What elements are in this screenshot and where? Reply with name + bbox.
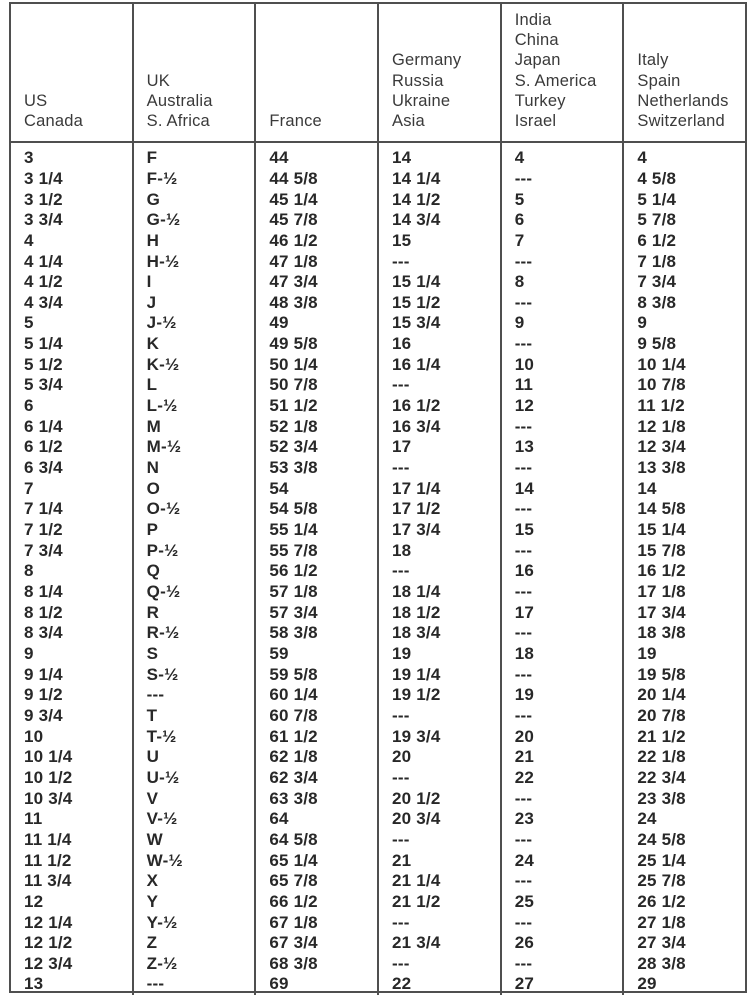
size-value: 21 1/2 bbox=[392, 891, 441, 911]
size-value: 3 1/4 bbox=[24, 168, 63, 188]
size-value: O bbox=[146, 478, 161, 498]
size-value: 16 3/4 bbox=[392, 416, 441, 436]
size-value: 19 1/4 bbox=[392, 664, 441, 684]
size-value: 23 3/8 bbox=[637, 788, 686, 808]
size-value: 49 bbox=[269, 313, 289, 333]
size-value: --- bbox=[514, 416, 533, 436]
size-value: 65 7/8 bbox=[269, 871, 318, 891]
size-value: 67 1/8 bbox=[269, 912, 318, 932]
size-value: 66 1/2 bbox=[269, 891, 318, 911]
size-value: 9 bbox=[637, 313, 648, 333]
size-value: W-½ bbox=[146, 850, 183, 870]
size-value: 13 bbox=[514, 437, 534, 457]
size-value: 14 1/2 bbox=[392, 189, 441, 209]
size-value: 19 bbox=[514, 685, 534, 705]
size-value: 11 bbox=[24, 809, 43, 829]
size-value: 5 3/4 bbox=[24, 375, 63, 395]
size-value: 9 bbox=[514, 313, 525, 333]
size-value: --- bbox=[514, 458, 533, 478]
size-value: 12 bbox=[514, 396, 534, 416]
size-value: 12 3/4 bbox=[637, 437, 686, 457]
size-value: 5 1/2 bbox=[24, 354, 63, 374]
size-value: 18 3/8 bbox=[637, 623, 686, 643]
size-value: 12 1/2 bbox=[24, 933, 73, 953]
size-value: H bbox=[146, 230, 160, 250]
size-value: 57 3/4 bbox=[269, 602, 318, 622]
size-value: 24 5/8 bbox=[637, 829, 686, 849]
size-value: 19 1/2 bbox=[392, 685, 441, 705]
header-line: S. Africa bbox=[146, 112, 210, 131]
size-value: 7 bbox=[24, 478, 34, 498]
size-value: 5 1/4 bbox=[637, 189, 677, 209]
size-value: X bbox=[146, 871, 159, 891]
size-value: 11 1/4 bbox=[24, 829, 72, 849]
header-line: Japan bbox=[514, 51, 561, 70]
size-value: --- bbox=[514, 499, 533, 519]
size-value: 45 7/8 bbox=[269, 210, 318, 230]
size-value: 6 bbox=[514, 210, 525, 230]
size-value: 8 bbox=[24, 561, 34, 581]
header-line: Australia bbox=[146, 91, 213, 110]
size-value: 53 3/8 bbox=[269, 458, 318, 478]
size-value: 8 1/4 bbox=[24, 582, 63, 601]
size-value: L-½ bbox=[146, 396, 178, 416]
size-value: 18 bbox=[392, 540, 412, 560]
size-value: 17 1/4 bbox=[392, 478, 441, 498]
size-value: 11 bbox=[514, 375, 534, 395]
size-value: 17 3/4 bbox=[392, 520, 441, 540]
body-column-italy-spain-netherlands-switzerland bbox=[624, 143, 745, 995]
size-value: 27 3/4 bbox=[637, 933, 686, 953]
size-value: I bbox=[146, 272, 152, 292]
size-value: --- bbox=[514, 582, 533, 601]
size-value: 62 1/8 bbox=[269, 747, 318, 767]
size-value: 12 1/4 bbox=[24, 912, 73, 932]
size-value: 44 5/8 bbox=[269, 168, 318, 188]
header-line: Canada bbox=[24, 112, 83, 131]
size-value: 21 bbox=[514, 747, 534, 767]
size-value: 8 bbox=[514, 272, 525, 292]
size-value: 4 bbox=[514, 148, 525, 168]
header-line: Italy bbox=[637, 51, 669, 70]
size-value: 12 bbox=[24, 891, 44, 911]
header-cell-france bbox=[256, 4, 379, 141]
header-cell-uk-australia-s-africa bbox=[134, 4, 257, 141]
size-value: 26 1/2 bbox=[637, 891, 686, 911]
size-value: F-½ bbox=[146, 168, 178, 188]
size-value: S bbox=[146, 643, 159, 663]
size-value: 55 1/4 bbox=[269, 520, 318, 540]
size-value: 54 5/8 bbox=[269, 499, 318, 519]
size-value: 64 bbox=[269, 809, 289, 829]
size-value: 17 3/4 bbox=[637, 602, 686, 622]
size-value: --- bbox=[514, 664, 533, 684]
size-value: 4 bbox=[24, 230, 34, 250]
size-value: 14 3/4 bbox=[392, 210, 441, 230]
header-line: India bbox=[514, 11, 552, 29]
size-value: 46 1/2 bbox=[269, 230, 318, 250]
size-value: --- bbox=[392, 251, 410, 271]
table-body-row bbox=[11, 143, 745, 995]
size-value: 4 3/4 bbox=[24, 292, 63, 312]
header-cell-germany-russia-ukraine-asia bbox=[379, 4, 502, 141]
size-value: 6 3/4 bbox=[24, 458, 63, 478]
size-value: 15 1/4 bbox=[637, 520, 686, 540]
size-value: 20 3/4 bbox=[392, 809, 441, 829]
header-line: Switzerland bbox=[637, 112, 725, 131]
size-value: H-½ bbox=[146, 251, 180, 271]
header-cell-us-canada bbox=[11, 4, 134, 141]
size-value: K bbox=[146, 334, 160, 354]
size-value: 16 1/4 bbox=[392, 354, 441, 374]
size-value: --- bbox=[514, 788, 533, 808]
header-line: Asia bbox=[392, 112, 425, 131]
size-value: 20 1/2 bbox=[392, 788, 441, 808]
size-value: 44 bbox=[269, 148, 289, 168]
size-value: 20 bbox=[392, 747, 412, 767]
header-line: Spain bbox=[637, 71, 681, 90]
size-value: --- bbox=[514, 251, 533, 271]
size-value: V bbox=[146, 788, 159, 808]
size-value: M-½ bbox=[146, 437, 182, 457]
size-value: --- bbox=[514, 705, 533, 725]
body-column-india-china-japan-s-america-turkey-israel bbox=[502, 143, 625, 995]
header-line: France bbox=[269, 112, 322, 131]
size-value: 9 3/4 bbox=[24, 705, 63, 725]
size-value: 9 1/4 bbox=[24, 664, 63, 684]
size-value: 7 3/4 bbox=[637, 272, 677, 292]
size-value: 17 1/8 bbox=[637, 582, 686, 601]
size-value: 15 1/2 bbox=[392, 292, 441, 312]
size-value: M bbox=[146, 416, 162, 436]
size-value: 8 3/4 bbox=[24, 623, 63, 643]
ring-size-conversion-table bbox=[9, 2, 747, 993]
size-value: 48 3/8 bbox=[269, 292, 318, 312]
header-line: US bbox=[24, 91, 48, 110]
size-value: 21 bbox=[392, 850, 412, 870]
size-value: 20 1/4 bbox=[637, 685, 686, 705]
size-value: 14 1/4 bbox=[392, 168, 441, 188]
header-line: Netherlands bbox=[637, 91, 729, 110]
size-value: 22 1/8 bbox=[637, 747, 686, 767]
size-value: 6 1/2 bbox=[637, 230, 677, 250]
size-value: --- bbox=[146, 974, 165, 994]
size-value: 10 bbox=[514, 354, 534, 374]
body-column-us-canada bbox=[11, 143, 134, 995]
size-value: --- bbox=[514, 871, 533, 891]
size-value: K-½ bbox=[146, 354, 180, 374]
size-value: F bbox=[146, 148, 158, 168]
size-value: --- bbox=[514, 829, 533, 849]
size-value: 61 1/2 bbox=[269, 726, 318, 746]
size-value: 67 3/4 bbox=[269, 933, 318, 953]
size-value: T-½ bbox=[146, 726, 177, 746]
header-line: Russia bbox=[392, 71, 444, 90]
size-value: Q bbox=[146, 561, 161, 581]
size-value: 21 3/4 bbox=[392, 933, 441, 953]
size-value: 15 1/4 bbox=[392, 272, 441, 292]
size-value: 10 3/4 bbox=[24, 788, 73, 808]
size-value: 4 5/8 bbox=[637, 168, 677, 188]
size-value: 5 7/8 bbox=[637, 210, 677, 230]
size-value: 49 5/8 bbox=[269, 334, 318, 354]
size-value: 25 1/4 bbox=[637, 850, 686, 870]
header-cell-italy-spain-netherlands-switzerland bbox=[624, 4, 745, 141]
size-value: W bbox=[146, 829, 163, 849]
size-value: O-½ bbox=[146, 499, 181, 519]
size-value: Y bbox=[146, 891, 159, 911]
size-value: 8 3/8 bbox=[637, 292, 677, 312]
size-value: 15 7/8 bbox=[637, 540, 686, 560]
size-value: 5 1/4 bbox=[24, 334, 63, 354]
size-value: Y-½ bbox=[146, 912, 178, 932]
size-value: 15 bbox=[392, 230, 412, 250]
size-value: --- bbox=[514, 334, 533, 354]
size-value: P bbox=[146, 520, 159, 540]
size-value: 27 bbox=[514, 974, 534, 994]
size-value: U-½ bbox=[146, 767, 180, 787]
size-value: --- bbox=[392, 912, 410, 932]
size-value: 45 1/4 bbox=[269, 189, 318, 209]
header-line: Germany bbox=[392, 51, 462, 70]
size-value: 27 1/8 bbox=[637, 912, 686, 932]
size-value: 18 3/4 bbox=[392, 623, 441, 643]
size-value: R-½ bbox=[146, 623, 180, 643]
size-value: 14 bbox=[514, 478, 534, 498]
size-value: 56 1/2 bbox=[269, 561, 318, 581]
size-value: T bbox=[146, 705, 158, 725]
header-line: S. America bbox=[514, 71, 597, 90]
size-value: 13 bbox=[24, 974, 44, 994]
size-value: --- bbox=[392, 953, 410, 973]
size-value: 60 7/8 bbox=[269, 705, 318, 725]
size-value: L bbox=[146, 375, 158, 395]
size-value: R bbox=[146, 602, 160, 622]
size-value: P-½ bbox=[146, 540, 179, 560]
size-value: 3 bbox=[24, 148, 34, 168]
size-value: --- bbox=[392, 767, 410, 787]
size-value: 64 5/8 bbox=[269, 829, 318, 849]
header-line: Ukraine bbox=[392, 91, 451, 110]
size-value: 25 7/8 bbox=[637, 871, 686, 891]
size-value: G bbox=[146, 189, 161, 209]
size-value: 9 1/2 bbox=[24, 685, 63, 705]
size-value: 14 bbox=[392, 148, 412, 168]
size-value: 20 7/8 bbox=[637, 705, 686, 725]
size-value: 5 bbox=[24, 313, 34, 333]
size-value: 10 1/4 bbox=[637, 354, 686, 374]
size-value: 20 bbox=[514, 726, 534, 746]
size-value: G-½ bbox=[146, 210, 181, 230]
size-value: 62 3/4 bbox=[269, 767, 318, 787]
size-value: 18 1/4 bbox=[392, 582, 441, 601]
size-value: --- bbox=[514, 912, 533, 932]
size-value: 16 bbox=[514, 561, 534, 581]
size-value: 47 3/4 bbox=[269, 272, 318, 292]
size-value: V-½ bbox=[146, 809, 178, 829]
size-value: 69 bbox=[269, 974, 289, 994]
size-value: 8 1/2 bbox=[24, 602, 63, 622]
size-value: --- bbox=[514, 953, 533, 973]
size-value: 7 bbox=[514, 230, 525, 250]
size-value: 12 3/4 bbox=[24, 953, 73, 973]
size-value: 4 1/4 bbox=[24, 251, 63, 271]
size-value: 47 1/8 bbox=[269, 251, 318, 271]
size-value: 29 bbox=[637, 974, 657, 994]
size-value: 7 1/4 bbox=[24, 499, 63, 519]
size-value: 3 1/2 bbox=[24, 189, 63, 209]
size-value: 28 3/8 bbox=[637, 953, 686, 973]
header-line: China bbox=[514, 31, 559, 50]
size-value: Z-½ bbox=[146, 953, 178, 973]
size-value: 17 bbox=[392, 437, 412, 457]
size-value: 22 bbox=[514, 767, 534, 787]
size-value: 16 1/2 bbox=[392, 396, 441, 416]
size-value: 19 bbox=[392, 643, 412, 663]
size-value: 17 bbox=[514, 602, 534, 622]
size-value: 10 bbox=[24, 726, 44, 746]
size-value: 21 1/4 bbox=[392, 871, 441, 891]
size-value: S-½ bbox=[146, 664, 179, 684]
size-value: 19 bbox=[637, 643, 657, 663]
size-value: 7 1/8 bbox=[637, 251, 677, 271]
size-value: --- bbox=[514, 540, 533, 560]
size-value: Q-½ bbox=[146, 582, 181, 601]
size-value: 5 bbox=[514, 189, 525, 209]
header-line: Israel bbox=[514, 112, 557, 131]
body-column-germany-russia-ukraine-asia bbox=[379, 143, 502, 995]
size-value: --- bbox=[392, 458, 410, 478]
size-value: N bbox=[146, 458, 160, 478]
size-value: --- bbox=[392, 375, 410, 395]
size-value: 6 1/4 bbox=[24, 416, 63, 436]
header-line: Turkey bbox=[514, 91, 566, 110]
size-value: 12 1/8 bbox=[637, 416, 686, 436]
size-value: 16 bbox=[392, 334, 412, 354]
size-value: 59 bbox=[269, 643, 289, 663]
size-value: 10 7/8 bbox=[637, 375, 686, 395]
size-value: 68 3/8 bbox=[269, 953, 318, 973]
size-value: 22 bbox=[392, 974, 412, 994]
size-value: 4 1/2 bbox=[24, 272, 63, 292]
size-value: 24 bbox=[514, 850, 534, 870]
size-value: 54 bbox=[269, 478, 289, 498]
size-value: 13 3/8 bbox=[637, 458, 686, 478]
size-value: 17 1/2 bbox=[392, 499, 441, 519]
size-value: 18 1/2 bbox=[392, 602, 441, 622]
body-column-france bbox=[256, 143, 379, 995]
table-header-row bbox=[11, 4, 745, 143]
size-value: 9 5/8 bbox=[637, 334, 677, 354]
size-value: 3 3/4 bbox=[24, 210, 63, 230]
size-value: 18 bbox=[514, 643, 534, 663]
size-value: --- bbox=[514, 623, 533, 643]
size-value: 59 5/8 bbox=[269, 664, 318, 684]
size-value: 55 7/8 bbox=[269, 540, 318, 560]
size-value: --- bbox=[392, 561, 410, 581]
header-cell-india-china-japan-s-america-turkey-israel bbox=[502, 4, 625, 141]
size-value: Z bbox=[146, 933, 158, 953]
size-value: 25 bbox=[514, 891, 534, 911]
size-value: 10 1/2 bbox=[24, 767, 73, 787]
size-value: 60 1/4 bbox=[269, 685, 318, 705]
size-value: 11 1/2 bbox=[24, 850, 72, 870]
size-value: 19 5/8 bbox=[637, 664, 686, 684]
size-value: --- bbox=[514, 168, 533, 188]
size-value: 26 bbox=[514, 933, 534, 953]
size-value: 15 3/4 bbox=[392, 313, 441, 333]
size-value: 21 1/2 bbox=[637, 726, 686, 746]
size-value: 16 1/2 bbox=[637, 561, 686, 581]
size-value: 14 bbox=[637, 478, 657, 498]
size-value: 22 3/4 bbox=[637, 767, 686, 787]
size-value: 52 1/8 bbox=[269, 416, 318, 436]
size-value: 10 1/4 bbox=[24, 747, 73, 767]
size-value: --- bbox=[514, 292, 533, 312]
header-line: UK bbox=[146, 71, 170, 90]
size-value: 19 3/4 bbox=[392, 726, 441, 746]
size-value: 9 bbox=[24, 643, 34, 663]
size-value: 63 3/8 bbox=[269, 788, 318, 808]
size-value: 65 1/4 bbox=[269, 850, 318, 870]
size-value: 15 bbox=[514, 520, 534, 540]
size-value: U bbox=[146, 747, 160, 767]
size-value: 58 3/8 bbox=[269, 623, 318, 643]
size-value: 24 bbox=[637, 809, 657, 829]
size-value: 6 bbox=[24, 396, 34, 416]
size-value: 11 3/4 bbox=[24, 871, 72, 891]
size-value: 6 1/2 bbox=[24, 437, 63, 457]
size-value: J bbox=[146, 292, 157, 312]
size-value: --- bbox=[392, 829, 410, 849]
size-value: 57 1/8 bbox=[269, 582, 318, 601]
size-value: 23 bbox=[514, 809, 534, 829]
size-value: 52 3/4 bbox=[269, 437, 318, 457]
size-value: --- bbox=[392, 705, 410, 725]
size-value: 4 bbox=[637, 148, 648, 168]
size-value: 14 5/8 bbox=[637, 499, 686, 519]
size-value: 50 7/8 bbox=[269, 375, 318, 395]
size-value: 7 1/2 bbox=[24, 520, 63, 540]
size-value: 51 1/2 bbox=[269, 396, 318, 416]
size-value: 7 3/4 bbox=[24, 540, 63, 560]
body-column-uk-australia-s-africa bbox=[134, 143, 257, 995]
size-value: 11 1/2 bbox=[637, 396, 685, 416]
size-value: 50 1/4 bbox=[269, 354, 318, 374]
size-value: J-½ bbox=[146, 313, 177, 333]
size-value: --- bbox=[146, 685, 165, 705]
